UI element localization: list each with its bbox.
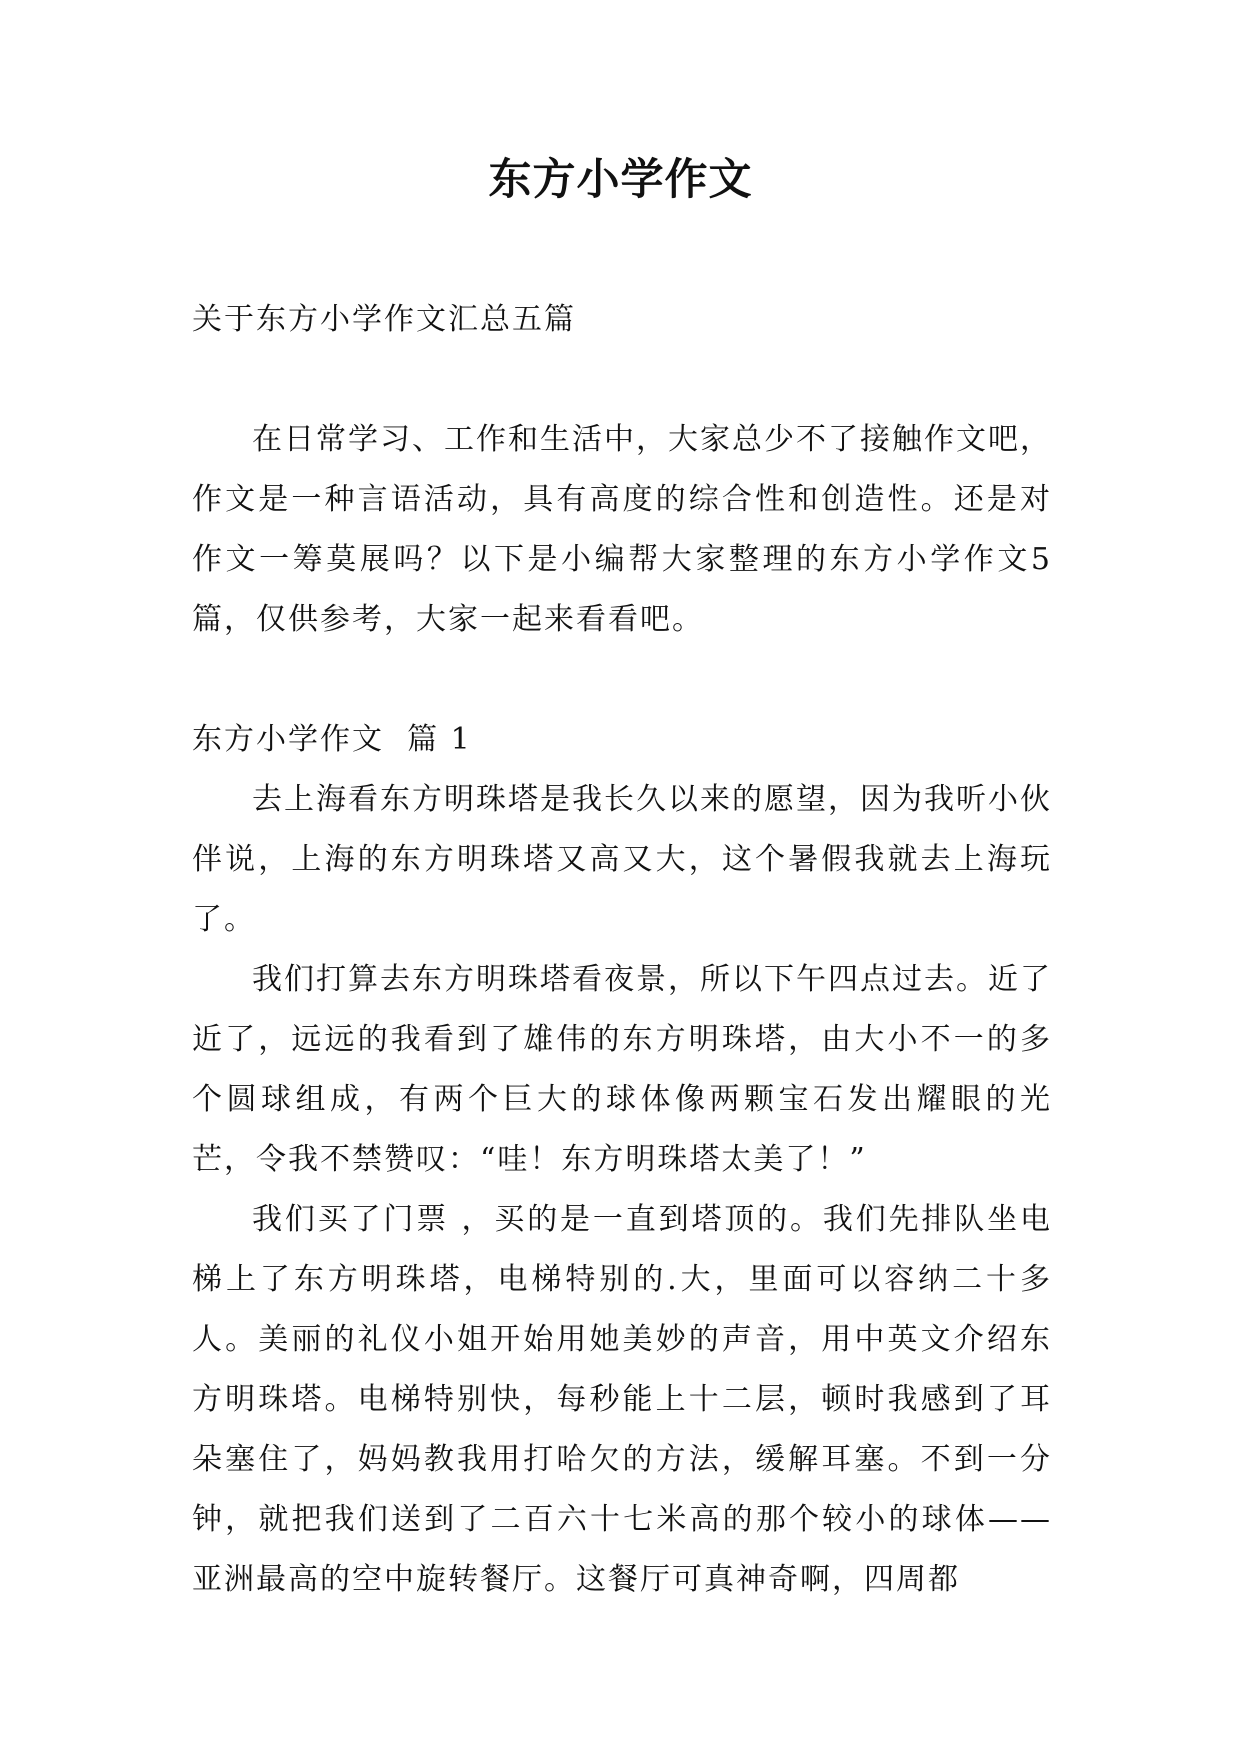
document-body: [192, 290, 1052, 1610]
document-title: 东方小学作文: [488, 155, 753, 205]
document-subtitle: 关于东方小学作文汇总五篇: [192, 302, 576, 337]
body-paragraph: 我们买了门票 ，买的是一直到塔顶的。我们先排队坐电梯上了东方明珠塔，电梯特别的.大，里面可以容纳二十多人。美丽的礼仪小姐开始用她美妙的声音，用中英文介绍东方明珠塔。电梯特别快，每秒能上十二层，顿时我感到了耳朵塞住了，妈妈教我用打哈欠的方法，缓解耳塞。不到一分钟，就把我们送到了二百六十七米高的那个较小的球体——亚洲最高的空中旋转餐厅。这餐厅可真神奇啊，四周都: [192, 1202, 1052, 1597]
intro-paragraph: 在日常学习、工作和生活中，大家总少不了接触作文吧，作文是一种言语活动，具有高度的综合性和创造性。还是对作文一筹莫展吗？以下是小编帮大家整理的东方小学作文5篇，仅供参考，大家一起来看看吧。: [192, 422, 1052, 637]
body-paragraph: 去上海看东方明珠塔是我长久以来的愿望，因为我听小伙伴说，上海的东方明珠塔又高又大，这个暑假我就去上海玩了。: [192, 782, 1052, 937]
section-heading: 东方小学作文 篇 1: [192, 722, 472, 757]
body-paragraph: 我们打算去东方明珠塔看夜景，所以下午四点过去。近了近了，远远的我看到了雄伟的东方明珠塔，由大小不一的多个圆球组成，有两个巨大的球体像两颗宝石发出耀眼的光芒，令我不禁赞叹：“哇！东方明珠塔太美了！”: [192, 962, 1052, 1177]
